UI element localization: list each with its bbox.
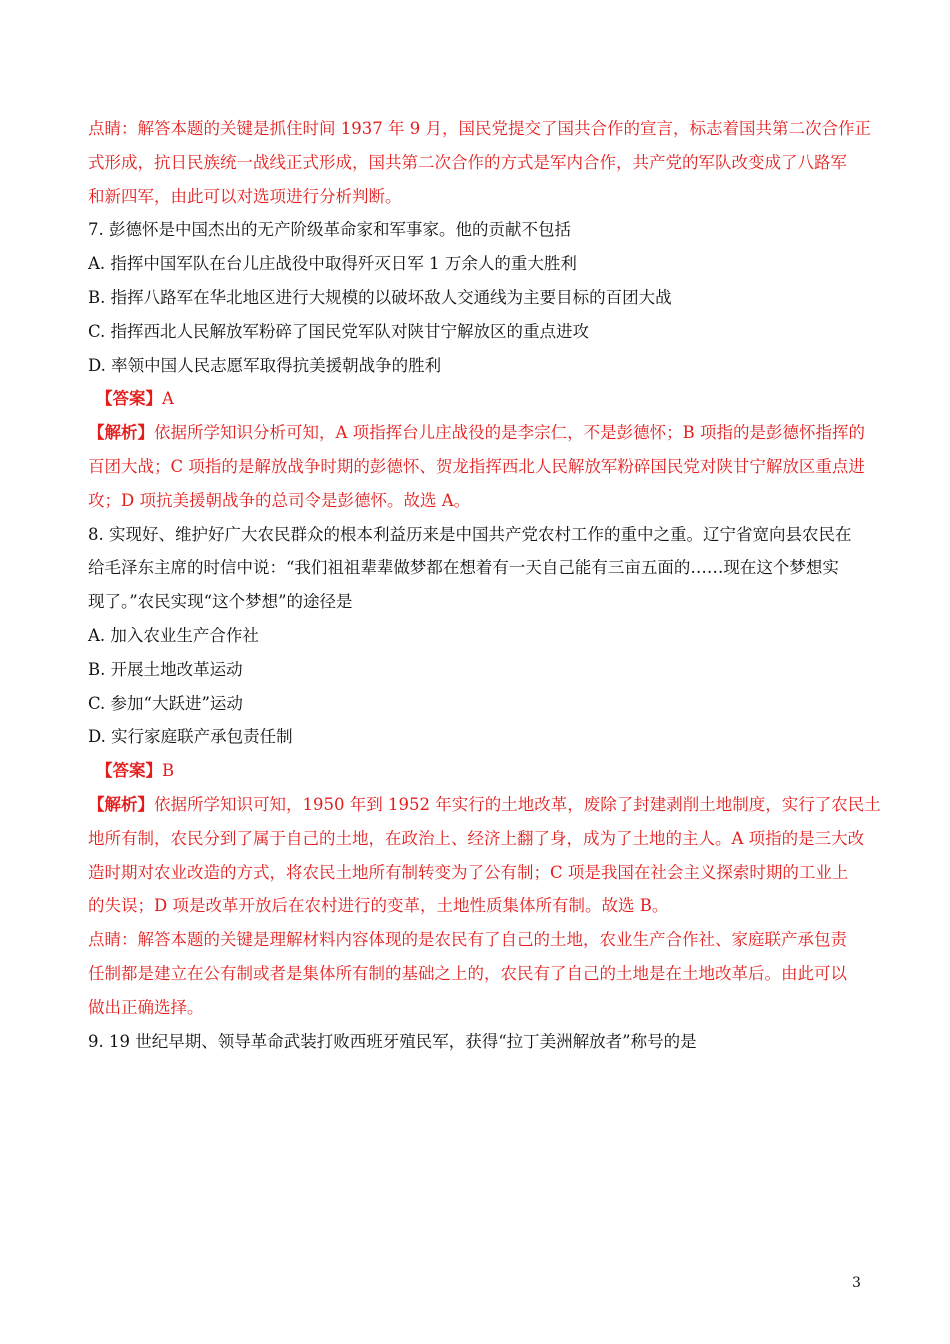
tip-block-q6: [88, 112, 871, 213]
analysis-line: 的失误；D 项是改革开放后在农村进行的变革，土地性质集体所有制。故选 B。: [88, 896, 669, 916]
question-stem: 7. 彭德怀是中国杰出的无产阶级革命家和军事家。他的贡献不包括: [88, 220, 571, 240]
answer-label: 【答案】: [96, 761, 162, 781]
analysis-text: 依据所学知识可知，1950 年到 1952 年实行的土地改革，废除了封建剥削土地制度，实行了农民土: [154, 794, 881, 814]
analysis-line: [88, 416, 864, 450]
tip-line: 和新四军，由此可以对选项进行分析判断。: [88, 186, 402, 206]
tip-line: 做出正确选择。: [88, 997, 204, 1017]
answer-line: [88, 754, 864, 788]
tip-line: 点睛：解答本题的关键是抓住时间 1937 年 9 月，国民党提交了国共合作的宣言，标志着国共第二次合作正: [88, 119, 871, 138]
analysis-line: 攻；D 项抗美援朝战争的总司令是彭德怀。故选 A。: [88, 490, 471, 510]
analysis-label: 【解析】: [88, 794, 154, 814]
analysis-line: 百团大战；C 项指的是解放战争时期的彭德怀、贺龙指挥西北人民解放军粉碎国民党对陕甘宁解放区重点进: [88, 456, 865, 476]
analysis-label: 【解析】: [88, 423, 154, 443]
analysis-line: 造时期对农业改造的方式，将农民土地所有制转变为了公有制；C 项是我国在社会主义探索时期的工业上: [88, 862, 849, 882]
question-stem: 现了。”农民实现“这个梦想”的途径是: [88, 592, 353, 612]
analysis-text: 依据所学知识分析可知，A 项指挥台儿庄战役的是李宗仁，不是彭德怀；B 项指的是彭德怀指挥的: [154, 423, 866, 443]
question-stem: 9. 19 世纪早期、领导革命武装打败西班牙殖民军，获得“拉丁美洲解放者”称号的是: [88, 1031, 697, 1051]
answer-value: A: [162, 389, 174, 409]
option-c: C. 参加“大跃进”运动: [88, 693, 243, 713]
option-d: D. 实行家庭联产承包责任制: [88, 727, 293, 747]
question-7: [88, 213, 864, 517]
option-a: A. 加入农业生产合作社: [88, 625, 259, 645]
option-c: C. 指挥西北人民解放军粉碎了国民党军队对陕甘宁解放区的重点进攻: [88, 321, 590, 341]
tip-line: 任制都是建立在公有制或者是集体所有制的基础之上的，农民有了自己的土地是在土地改革后。由此可以: [88, 963, 847, 983]
option-a: A. 指挥中国军队在台儿庄战役中取得歼灭日军 1 万余人的重大胜利: [88, 254, 577, 274]
option-b: B. 指挥八路军在华北地区进行大规模的以破坏敌人交通线为主要目标的百团大战: [88, 287, 672, 307]
question-stem: 给毛泽东主席的时信中说：“我们祖祖辈辈做梦都在想着有一天自己能有三亩五面的……现在这个梦想实: [88, 558, 839, 578]
tip-line: 式形成，抗日民族统一战线正式形成，国共第二次合作的方式是军内合作，共产党的军队改变成了八路军: [88, 152, 847, 172]
option-d: D. 率领中国人民志愿军取得抗美援朝战争的胜利: [88, 355, 442, 375]
question-8: [88, 518, 881, 1025]
answer-line: [88, 382, 864, 416]
answer-label: 【答案】: [96, 389, 162, 409]
analysis-line: 地所有制，农民分到了属于自己的土地，在政治上、经济上翻了身，成为了土地的主人。A 项指的是三大改: [88, 828, 865, 848]
tip-line: 点睛：解答本题的关键是理解材料内容体现的是农民有了自己的土地，农业生产合作社、家庭联产承包责: [88, 930, 847, 950]
page-number: 3: [852, 1275, 861, 1291]
analysis-line: [88, 788, 881, 822]
answer-value: B: [162, 761, 175, 781]
document-page: [88, 112, 881, 1058]
question-9: [88, 1025, 864, 1059]
question-stem: 8. 实现好、维护好广大农民群众的根本利益历来是中国共产党农村工作的重中之重。辽宁省宽向县农民在: [88, 524, 852, 544]
option-b: B. 开展土地改革运动: [88, 659, 243, 679]
